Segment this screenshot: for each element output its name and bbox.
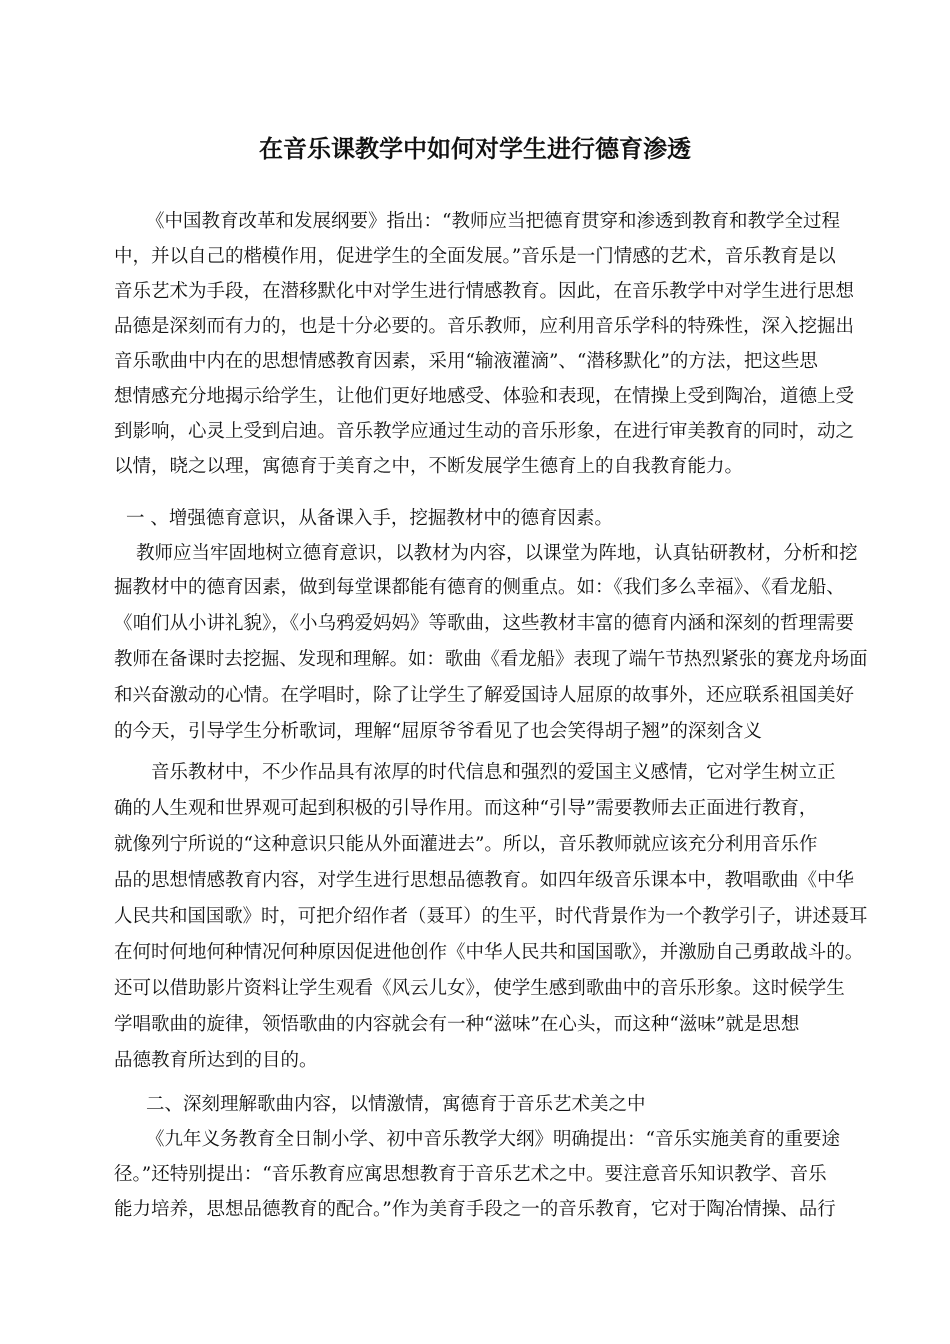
paragraph-line: 学唱歌曲的旋律，领悟歌曲的内容就会有一种“滋味”在心头，而这种“滋味”就是思想 — [114, 1014, 800, 1035]
paragraph-line: 能力培养，思想品德教育的配合。”作为美育手段之一的音乐教育，它对于陶冶情操、品行 — [114, 1199, 836, 1220]
paragraph-line: 就像列宁所说的“这种意识只能从外面灌进去”。所以，音乐教师就应该充分利用音乐作 — [114, 834, 818, 855]
paragraph-line: 音乐艺术为手段，在潜移默化中对学生进行情感教育。因此，在音乐教学中对学生进行思想 — [114, 281, 855, 302]
paragraph-line: 《中国教育改革和发展纲要》指出：“教师应当把德育贯穿和渗透到教育和教学全过程 — [146, 211, 840, 232]
paragraph-line: 品德是深刻而有力的，也是十分必要的。音乐教师，应利用音乐学科的特殊性，深入挖掘出 — [114, 316, 855, 337]
paragraph-line: 人民共和国国歌》时，可把介绍作者（聂耳）的生平，时代背景作为一个教学引子，讲述聂耳 — [114, 906, 868, 927]
paragraph-line: 的今天，引导学生分析歌词，理解“屈原爷爷看见了也会笑得胡子翘”的深刻含义 — [114, 721, 762, 742]
paragraph-line: 在何时何地何种情况何种原因促进他创作《中华人民共和国国歌》，并激励自己勇敢战斗的。 — [114, 942, 864, 963]
paragraph-line: 以情，晓之以理，寓德育于美育之中，不断发展学生德育上的自我教育能力。 — [114, 456, 744, 477]
paragraph-line: 确的人生观和世界观可起到积极的引导作用。而这种“引导”需要教师去正面进行教育， — [114, 798, 818, 819]
paragraph-line: 还可以借助影片资料让学生观看《风云儿女》，使学生感到歌曲中的音乐形象。这时候学生 — [114, 978, 845, 999]
paragraph-line: 径。”还特别提出：“音乐教育应寓思想教育于音乐艺术之中。要注意音乐知识教学、音乐 — [114, 1164, 827, 1185]
paragraph-line: 品的思想情感教育内容，对学生进行思想品德教育。如四年级音乐课本中，教唱歌曲《中华 — [114, 870, 855, 891]
paragraph-line: 音乐教材中，不少作品具有浓厚的时代信息和强烈的爱国主义感情，它对学生树立正 — [151, 762, 836, 783]
paragraph-line: 想情感充分地揭示给学生，让他们更好地感受、体验和表现，在情操上受到陶冶，道德上受 — [114, 386, 855, 407]
paragraph-line: 到影响，心灵上受到启迪。音乐教学应通过生动的音乐形象，在进行审美教育的同时，动之 — [114, 421, 855, 442]
paragraph-line: 掘教材中的德育因素，做到每堂课都能有德育的侧重点。如：《我们多么幸福》、《看龙船、 — [114, 577, 845, 598]
section-heading: 二、深刻理解歌曲内容，以情激情，寓德育于音乐艺术美之中 — [146, 1094, 646, 1115]
paragraph-line: 教师应当牢固地树立德育意识，以教材为内容，以课堂为阵地，认真钻研教材，分析和挖 — [136, 543, 858, 564]
paragraph-line: 中，并以自己的楷模作用，促进学生的全面发展。”音乐是一门情感的艺术，音乐教育是以 — [114, 246, 836, 267]
section-heading: 一 、增强德育意识，从备课入手，挖掘教材中的德育因素。 — [126, 508, 613, 529]
document-title: 在音乐课教学中如何对学生进行德育渗透 — [259, 134, 691, 163]
paragraph-line: 和兴奋激动的心情。在学唱时，除了让学生了解爱国诗人屈原的故事外，还应联系祖国美好 — [114, 685, 855, 706]
paragraph-line: 教师在备课时去挖掘、发现和理解。如：歌曲《看龙船》表现了端午节热烈紧张的赛龙舟场面 — [114, 649, 868, 670]
paragraph-line: 品德教育所达到的目的。 — [114, 1050, 318, 1071]
paragraph-line: 《咱们从小讲礼貌》，《小乌鸦爱妈妈》等歌曲，这些教材丰富的德育内涵和深刻的哲理需要 — [114, 613, 855, 634]
paragraph-line: 音乐歌曲中内在的思想情感教育因素，采用“输液灌滴”、“潜移默化”的方法，把这些思 — [114, 351, 818, 372]
paragraph-line: 《九年义务教育全日制小学、初中音乐教学大纲》明确提出：“音乐实施美育的重要途 — [146, 1129, 840, 1150]
